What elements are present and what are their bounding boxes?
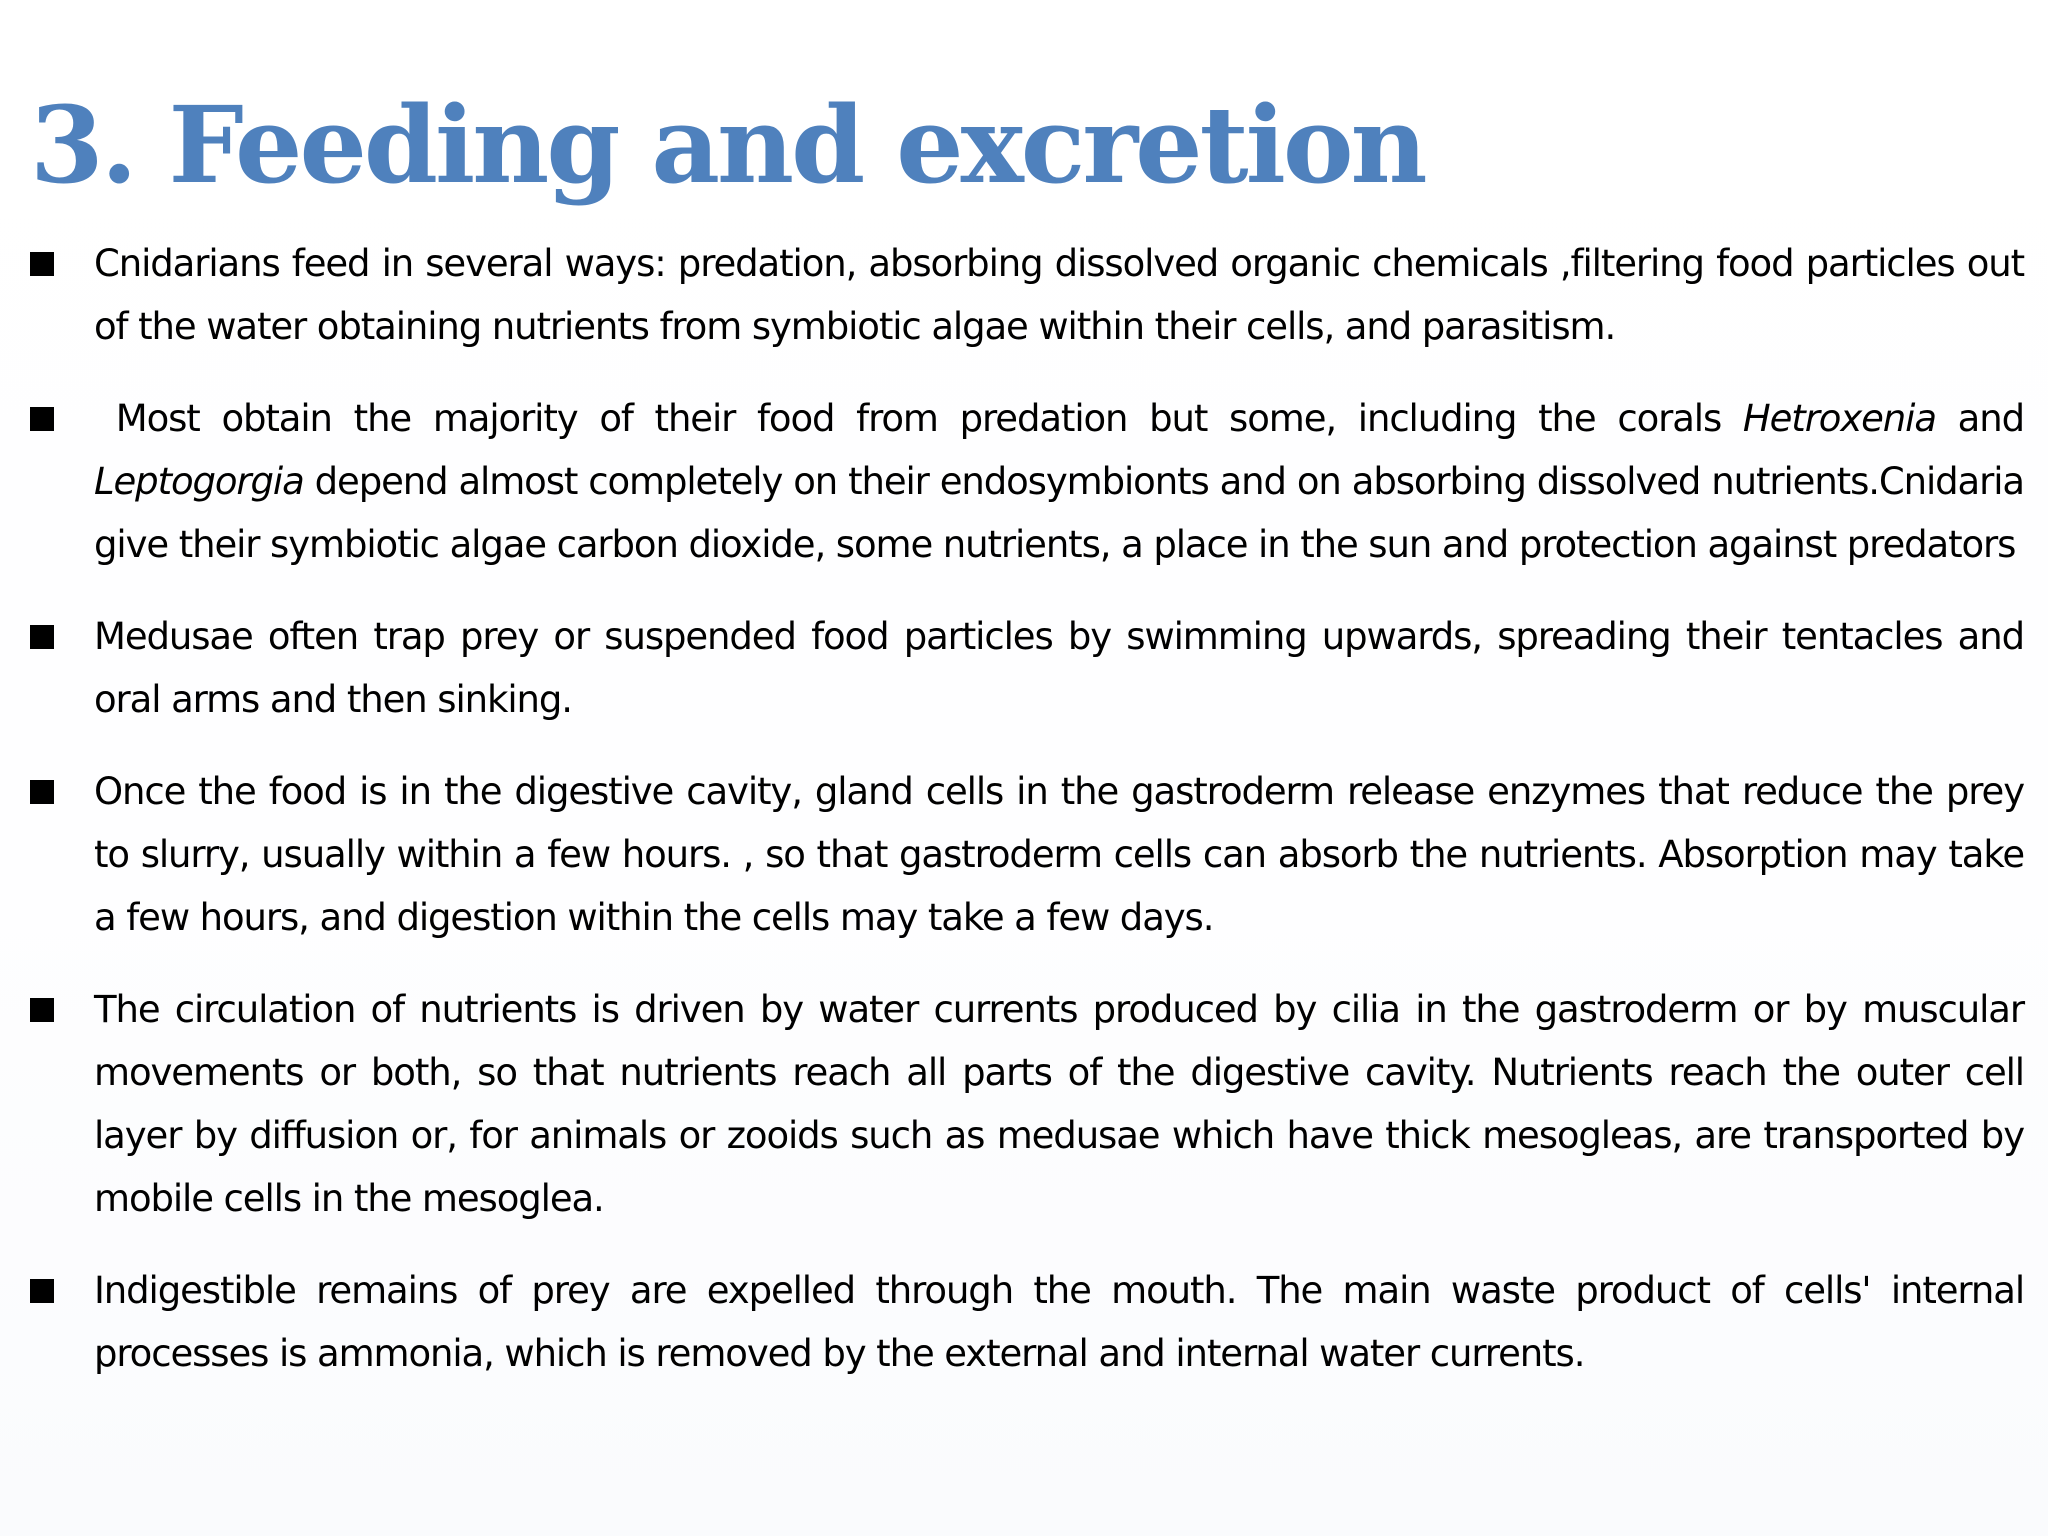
bullet-text: Medusae often trap prey or suspended food particles by swimming upwards, spreading their tentacles and oral arms and then sinking. (94, 615, 2024, 721)
bullet-item-medusae (30, 605, 2024, 731)
bullet-text: The circulation of nutrients is driven by water currents produced by cilia in the gastroderm or by muscular movements or both, so that nutrients reach all parts of the digestive cavity. Nutrients reach the outer cell layer by diffusion or, for animals or zooids such as medusae which have thick mesogleas, are transported by mobile cells in the mesoglea. (94, 988, 2024, 1220)
bullet-text-part: and (1935, 397, 2024, 440)
square-bullet-icon (30, 1279, 54, 1303)
bullet-item-digestion (30, 760, 2024, 949)
square-bullet-icon (30, 407, 54, 431)
genus-name-hetroxenia: Hetroxenia (1742, 397, 1936, 440)
bullet-item-predation (30, 387, 2024, 576)
bullet-text-part: Most obtain the majority of their food from predation but some, including the corals (115, 397, 1743, 440)
bullet-item-feeding-ways (30, 232, 2024, 358)
bullet-list (30, 232, 2024, 1414)
square-bullet-icon (30, 625, 54, 649)
square-bullet-icon (30, 998, 54, 1022)
genus-name-leptogorgia: Leptogorgia (94, 460, 304, 503)
bullet-text: Once the food is in the digestive cavity, gland cells in the gastroderm release enzymes that reduce the prey to slurry, usually within a few hours. , so that gastroderm cells can absorb the nutrients. Absorption may take a few hours, and digestion within the cells may take a few days. (94, 770, 2024, 939)
bullet-text-part: depend almost completely on their endosymbionts and on absorbing dissolved nutrients.Cnidaria give their symbiotic algae carbon dioxide, some nutrients, a place in the sun and protection against predators (94, 460, 2024, 566)
square-bullet-icon (30, 780, 54, 804)
bullet-text: Cnidarians feed in several ways: predation, absorbing dissolved organic chemicals ,filtering food particles out of the water obtaining nutrients from symbiotic algae within their cells, and parasitism. (94, 242, 2024, 348)
slide-title: 3. Feeding and excretion (30, 82, 1425, 207)
bullet-text (94, 387, 2024, 576)
bullet-text: Indigestible remains of prey are expelled through the mouth. The main waste product of cells' internal processes is ammonia, which is removed by the external and internal water currents. (94, 1269, 2024, 1375)
bullet-item-excretion (30, 1259, 2024, 1385)
bullet-item-circulation (30, 978, 2024, 1230)
square-bullet-icon (30, 252, 54, 276)
